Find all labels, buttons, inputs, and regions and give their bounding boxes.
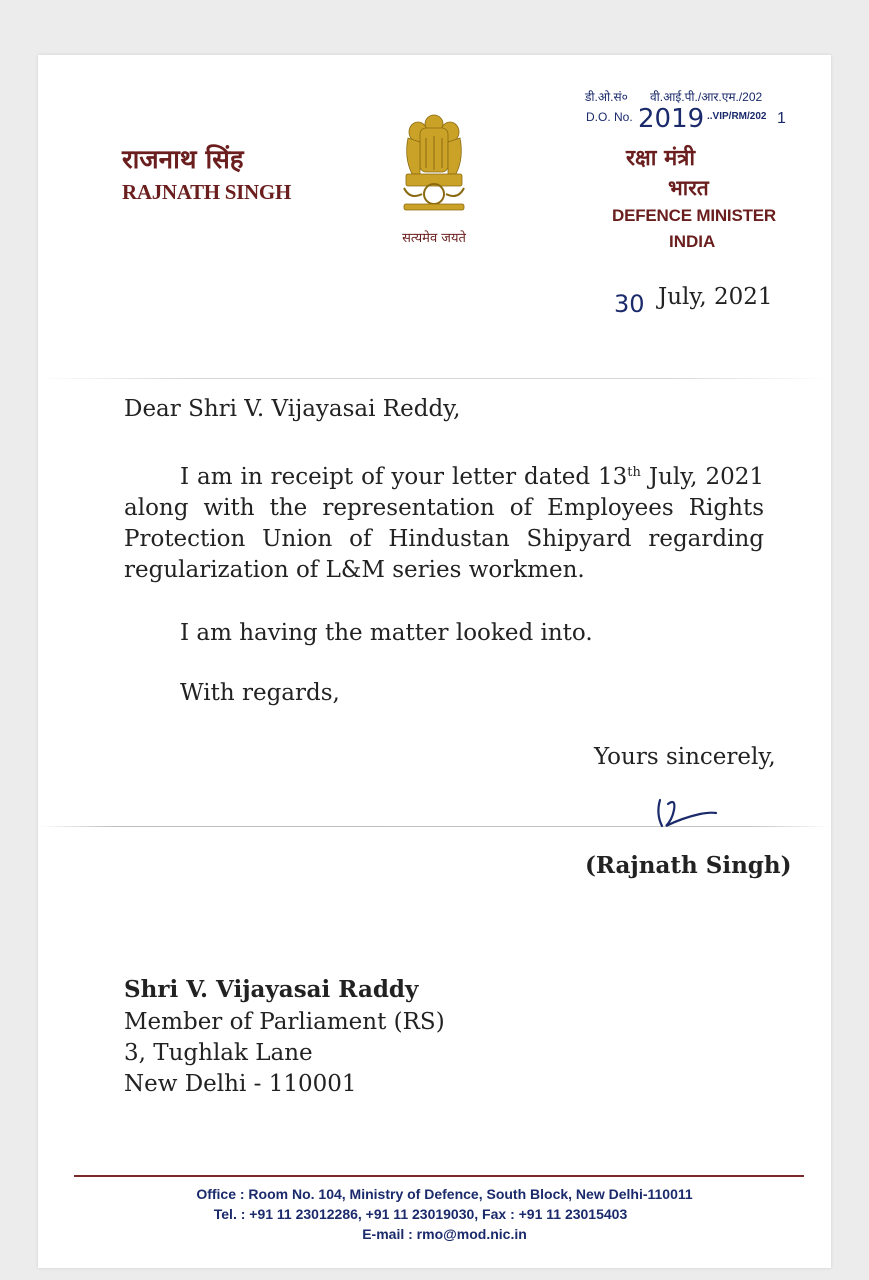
date-day-handwritten: 30 [614,290,645,318]
closing-line: Yours sincerely, [594,744,776,770]
signatory-name: (Rajnath Singh) [585,852,792,879]
do-code-english: ..VIP/RM/202 [707,111,767,122]
paragraph-superscript: th [627,465,641,480]
do-label-hindi: डी.ओ.सं० [585,90,628,104]
sender-name-english: RAJNATH SINGH [122,180,291,204]
regards-line: With regards, [180,680,340,706]
country-hindi: भारत [668,175,709,200]
country-english: INDIA [669,232,716,251]
do-suffix: 1 [777,110,786,127]
do-number-handwritten: 2019 [638,104,705,134]
footer-email: E-mail : rmo@mod.nic.in [362,1226,527,1242]
recipient-line-1: Member of Parliament (RS) [124,1009,445,1035]
salutation: Dear Shri V. Vijayasai Reddy, [124,396,461,422]
recipient-line-2: 3, Tughlak Lane [124,1040,313,1066]
date-month-year: July, 2021 [658,284,773,310]
sender-name-hindi: राजनाथ सिंह [122,145,244,175]
recipient-line-3: New Delhi - 110001 [124,1071,357,1097]
fold-line-top [38,378,831,379]
do-code-hindi: वी.आई.पी./आर.एम./202 [650,90,763,104]
footer-telephone: Tel. : +91 11 23012286, +91 11 23019030, Fax : +91 11 23015403 [213,1206,628,1222]
designation-hindi: रक्षा मंत्री [626,145,696,171]
national-emblem-icon [396,108,472,218]
body-line-matter: I am having the matter looked into. [180,620,593,646]
designation-english: DEFENCE MINISTER [612,206,776,225]
emblem-motto: सत्यमेव जयते [402,231,466,246]
paragraph-end: July, 2021 along with the representation of Employees Rights Protection Union of Hindustan Shipyard regarding regularization of L&M series workmen. [124,464,764,583]
paragraph-start: I am in receipt of your letter dated 13 [180,464,628,490]
body-paragraph [124,462,764,586]
signature-icon [652,792,720,834]
recipient-name: Shri V. Vijayasai Raddy [124,976,419,1003]
footer-divider [74,1175,804,1177]
do-label-english: D.O. No. [586,110,633,124]
footer-office: Office : Room No. 104, Ministry of Defence, South Block, New Delhi-110011 [196,1186,693,1202]
